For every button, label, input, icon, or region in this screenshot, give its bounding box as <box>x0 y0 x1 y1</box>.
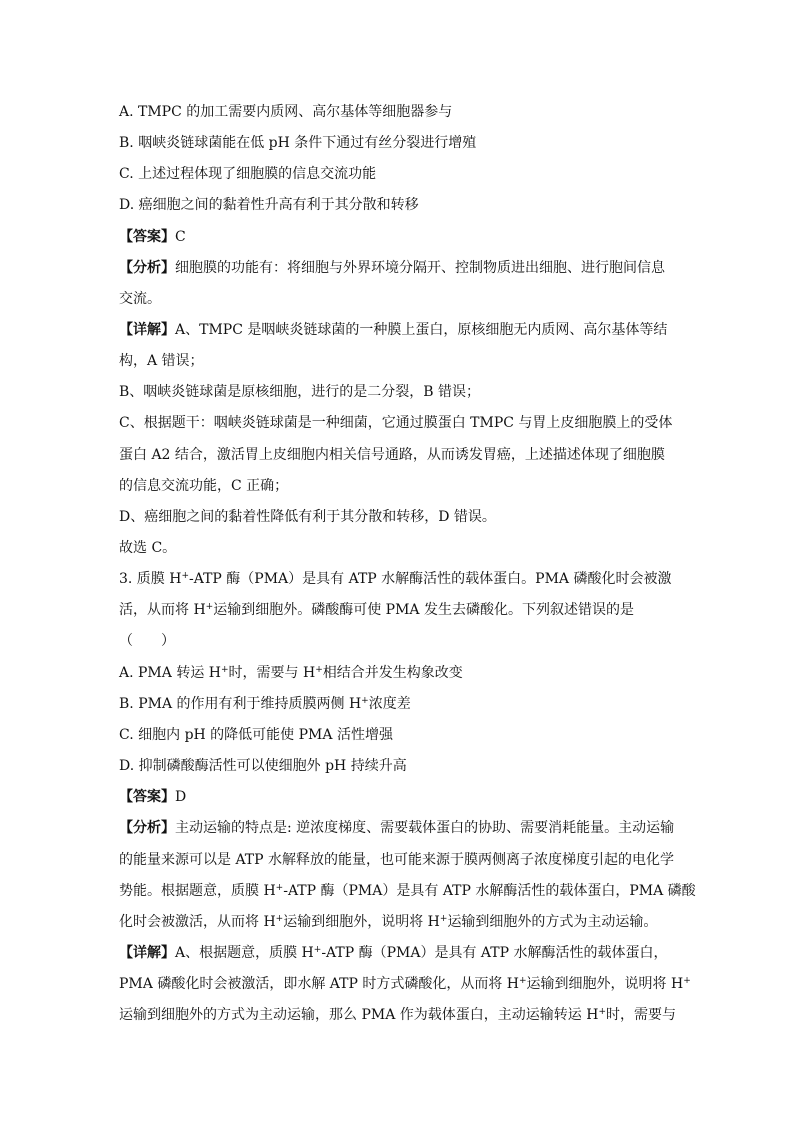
q3-analysis-line-1 <box>119 818 679 838</box>
text: 时，需要与 <box>605 1007 676 1023</box>
text: PMA 磷酸化时会被激活，即水解 ATP 时方式磷酸化，从而将 H <box>119 976 519 992</box>
q3-option-a <box>119 663 679 683</box>
text: 时，需要与 H <box>228 665 316 681</box>
q2-detail-line-3: B、咽峡炎链球菌是原核细胞，进行的是二分裂，B 错误； <box>119 384 481 400</box>
q3-detail-line-2 <box>119 974 691 994</box>
superscript: + <box>683 976 691 986</box>
q3-analysis-line-2: 的能量来源可以是 ATP 水解释放的能量，也可能来源于膜两侧离子浓度梯度引起的电化学 <box>119 852 675 868</box>
q3-stem-line-3: （ ） <box>119 633 175 649</box>
q2-option-b: B. 咽峡炎链球菌能在低 pH 条件下通过有丝分裂进行增殖 <box>119 135 477 151</box>
answer-tag: 【答案】 <box>119 789 175 805</box>
detail-text: A、TMPC 是咽峡炎链球菌的一种膜上蛋白，原核细胞无内质网、高尔基体等结 <box>175 322 668 338</box>
text: 化时会被激活，从而将 H <box>119 914 276 930</box>
superscript: + <box>181 571 190 581</box>
answer-tag: 【答案】 <box>119 229 175 245</box>
q3-option-c: C. 细胞内 pH 的降低可能使 PMA 活性增强 <box>119 727 393 743</box>
text: 相结合并发生构象改变 <box>322 665 463 681</box>
superscript: + <box>518 976 527 986</box>
q2-answer <box>119 227 679 247</box>
text: B. PMA 的作用有利于维持质膜两侧 H <box>119 696 362 712</box>
q2-detail-line-4: C、根据题干：咽峡炎链球菌是一种细菌，它通过膜蛋白 TMPC 与胃上皮细胞膜上的受体 <box>119 415 673 431</box>
q3-analysis-line-4 <box>119 912 679 932</box>
q2-option-a: A. TMPC 的加工需要内质网、高尔基体等细胞器参与 <box>119 104 453 120</box>
q3-option-b <box>119 694 679 714</box>
q3-detail-line-1 <box>119 943 679 963</box>
q3-detail-line-3 <box>119 1005 679 1025</box>
text: 运输到细胞外，说明将 H <box>526 976 684 992</box>
detail-tag: 【详解】 <box>119 322 175 338</box>
analysis-text: 主动运输的特点是: 逆浓度梯度、需要载体蛋白的协助、需要消耗能量。主动运输 <box>175 820 675 836</box>
q2-conclusion: 故选 C。 <box>119 540 177 556</box>
q2-detail-line-2: 构，A 错误； <box>119 353 204 369</box>
q3-analysis-line-3 <box>119 881 696 901</box>
text: 3. 质膜 H <box>119 571 182 587</box>
text: 运输到细胞外的方式为主动运输。 <box>447 914 658 930</box>
q2-option-d: D. 癌细胞之间的黏着性升高有利于其分散和转移 <box>119 197 419 213</box>
q2-analysis-line-2: 交流。 <box>119 291 161 307</box>
text: 浓度差 <box>368 696 411 712</box>
analysis-text: 细胞膜的功能有：将细胞与外界环境分隔开、控制物质进出细胞、进行胞间信息 <box>175 260 665 276</box>
q3-stem-line-1 <box>119 569 679 589</box>
superscript: + <box>221 665 229 675</box>
answer-value: C <box>175 229 186 245</box>
text: 活，从而将 H <box>119 602 206 618</box>
superscript: + <box>313 945 322 955</box>
text: 运输到细胞外，说明将 H <box>283 914 440 930</box>
superscript: + <box>361 696 369 706</box>
analysis-tag: 【分析】 <box>119 260 175 276</box>
q2-option-c: C. 上述过程体现了细胞膜的信息交流功能 <box>119 166 377 182</box>
q2-detail-line-6: 的信息交流功能，C 正确； <box>119 478 289 494</box>
superscript: + <box>275 883 284 893</box>
superscript: + <box>205 602 214 612</box>
text: -ATP 酶（PMA）是具有 ATP 水解酶活性的载体蛋白。PMA 磷酸化时会被激 <box>189 571 672 587</box>
text: -ATP 酶（PMA）是具有 ATP 水解酶活性的载体蛋白， <box>321 945 668 961</box>
text: 运输到细胞外。磷酸酶可使 PMA 发生去磷酸化。下列叙述错误的是 <box>213 602 634 618</box>
text: -ATP 酶（PMA）是具有 ATP 水解酶活性的载体蛋白，PMA 磷酸 <box>283 883 696 899</box>
q3-stem-line-2 <box>119 600 679 620</box>
q2-detail-line-1 <box>119 320 679 340</box>
answer-value: D <box>175 789 187 805</box>
q2-analysis-line-1 <box>119 258 679 278</box>
analysis-tag: 【分析】 <box>119 820 175 836</box>
text: A、根据题意，质膜 H <box>175 945 314 961</box>
superscript: + <box>439 914 448 924</box>
q3-answer <box>119 787 679 807</box>
superscript: + <box>598 1007 606 1017</box>
q2-detail-line-5: 蛋白 A2 结合，激活胃上皮细胞内相关信号通路，从而诱发胃癌，上述描述体现了细胞膜 <box>119 447 665 463</box>
text: 势能。根据题意，质膜 H <box>119 883 276 899</box>
superscript: + <box>315 665 323 675</box>
text: A. PMA 转运 H <box>119 665 221 681</box>
q3-option-d: D. 抑制磷酸酶活性可以使细胞外 pH 持续升高 <box>119 758 407 774</box>
detail-tag: 【详解】 <box>119 945 175 961</box>
text: 运输到细胞外的方式为主动运输，那么 PMA 作为载体蛋白，主动运输转运 H <box>119 1007 599 1023</box>
superscript: + <box>275 914 284 924</box>
q2-detail-line-7: D、癌细胞之间的黏着性降低有利于其分散和转移，D 错误。 <box>119 509 496 525</box>
